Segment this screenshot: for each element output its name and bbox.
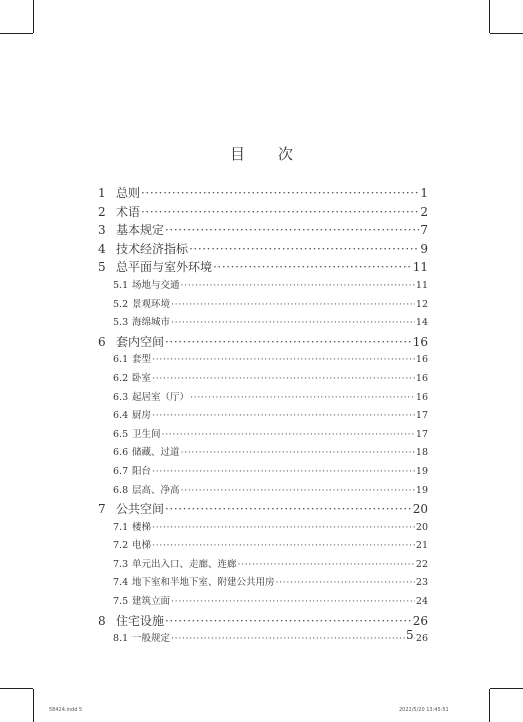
toc-entry-page: 1	[420, 186, 428, 200]
toc-entry-number: 5.2	[113, 298, 129, 310]
toc-entry-label: 阳台	[132, 465, 152, 477]
toc-entry-page: 16	[415, 391, 428, 403]
toc-dot-leader	[165, 221, 419, 240]
toc-entry-number: 1	[98, 186, 106, 200]
toc-entry-number: 8	[98, 613, 106, 628]
toc-entry-page: 20	[415, 521, 428, 533]
toc-chapter-entry	[98, 500, 428, 519]
toc-entry-number: 7	[98, 502, 106, 517]
toc-entry-number: 5.1	[113, 279, 129, 291]
toc-entry-label: 海绵城市	[132, 317, 171, 329]
title-char-1: 目	[229, 145, 245, 163]
toc-dot-leader	[141, 203, 419, 222]
page-title	[0, 143, 523, 164]
toc-entry-label: 总则	[116, 186, 141, 200]
toc-entry-label: 技术经济指标	[116, 241, 189, 256]
toc-entry-page: 22	[415, 558, 428, 570]
crop-mark-bottom-left-vertical	[33, 689, 34, 722]
toc-chapter-entry	[98, 258, 428, 277]
toc-entry-page: 19	[415, 484, 428, 496]
toc-dot-leader	[165, 500, 412, 519]
toc-section-entry	[98, 630, 428, 649]
toc-section-entry	[98, 407, 428, 426]
toc-section-entry	[98, 556, 428, 575]
toc-dot-leader	[162, 426, 415, 445]
toc-dot-leader	[152, 463, 415, 482]
crop-mark-top-right-horizontal	[490, 33, 523, 34]
toc-entry-number: 7.4	[113, 577, 129, 589]
toc-chapter-entry	[98, 612, 428, 631]
toc-entry-number: 6.5	[113, 428, 129, 440]
toc-entry-label: 景观环境	[132, 298, 171, 310]
toc-entry-page: 24	[415, 596, 428, 608]
toc-entry-page: 11	[415, 279, 428, 291]
toc-dot-leader	[189, 240, 419, 259]
toc-dot-leader	[171, 314, 415, 333]
toc-entry-number: 4	[98, 241, 106, 256]
toc-entry-label: 住宅设施	[116, 613, 165, 628]
toc-dot-leader	[152, 407, 415, 426]
toc-entry-number: 5	[98, 260, 106, 275]
crop-mark-bottom-right-vertical	[489, 689, 490, 722]
toc-dot-leader	[152, 519, 415, 538]
toc-entry-label: 套内空间	[116, 334, 165, 349]
toc-dot-leader	[171, 296, 415, 315]
toc-section-entry	[98, 537, 428, 556]
toc-entry-page: 20	[412, 502, 428, 517]
toc-entry-number: 6.7	[113, 465, 129, 477]
toc-chapter-entry	[98, 221, 428, 240]
toc-entry-page: 17	[415, 410, 428, 422]
toc-entry-label: 建筑立面	[132, 596, 171, 608]
toc-dot-leader	[213, 258, 412, 277]
crop-mark-top-right-vertical	[489, 0, 490, 33]
toc-dot-leader	[171, 593, 415, 612]
toc-dot-leader	[181, 482, 415, 501]
toc-chapter-entry	[98, 184, 428, 203]
toc-entry-number: 8.1	[113, 633, 129, 645]
toc-entry-page: 7	[420, 223, 428, 238]
toc-entry-number: 7.5	[113, 596, 129, 608]
toc-entry-page: 26	[412, 613, 428, 628]
slug-timestamp: 2022/5/20 13:45:51	[399, 707, 449, 713]
toc-section-entry	[98, 593, 428, 612]
toc-dot-leader	[165, 333, 412, 352]
toc-chapter-entry	[98, 203, 428, 222]
toc-dot-leader	[171, 630, 415, 649]
toc-entry-page: 16	[415, 354, 428, 366]
toc-entry-number: 3	[98, 223, 106, 238]
toc-section-entry	[98, 574, 428, 593]
toc-entry-number: 6.3	[113, 391, 129, 403]
toc-entry-number: 7.1	[113, 521, 129, 533]
toc-section-entry	[98, 370, 428, 389]
toc-dot-leader	[152, 370, 415, 389]
toc-entry-number: 6.2	[113, 372, 129, 384]
toc-chapter-entry	[98, 333, 428, 352]
page-number: 5	[406, 628, 414, 642]
toc-entry-label: 层高、净高	[132, 484, 180, 496]
toc-entry-page: 21	[415, 540, 428, 552]
toc-entry-page: 11	[412, 260, 428, 275]
toc-entry-page: 16	[415, 372, 428, 384]
toc-entry-number: 7.2	[113, 540, 129, 552]
toc-section-entry	[98, 463, 428, 482]
crop-mark-bottom-right-horizontal	[490, 688, 523, 689]
toc-entry-number: 6.1	[113, 354, 129, 366]
toc-entry-label: 电梯	[132, 540, 152, 552]
crop-mark-top-left-horizontal	[0, 33, 33, 34]
toc-entry-label: 公共空间	[116, 502, 165, 517]
toc-entry-label: 场地与交通	[132, 279, 180, 291]
toc-entry-label: 套型	[132, 354, 152, 366]
toc-entry-label: 储藏、过道	[132, 447, 180, 459]
toc-entry-number: 5.3	[113, 317, 129, 329]
toc-dot-leader	[141, 184, 419, 203]
toc-section-entry	[98, 482, 428, 501]
crop-mark-top-left-vertical	[33, 0, 34, 33]
toc-entry-label: 地下室和半地下室、附建公共用房	[132, 577, 275, 589]
toc-entry-page: 16	[412, 334, 428, 349]
toc-entry-label: 单元出入口、走廊、连廊	[132, 558, 237, 570]
toc-entry-number: 7.3	[113, 558, 129, 570]
toc-entry-label: 卧室	[132, 372, 152, 384]
toc-entry-label: 卫生间	[132, 428, 161, 440]
toc-entry-number: 6.4	[113, 410, 129, 422]
toc-entry-number: 2	[98, 204, 106, 219]
toc-chapter-entry	[98, 240, 428, 259]
toc-entry-page: 9	[420, 241, 428, 256]
toc-entry-page: 14	[415, 317, 428, 329]
toc-entry-page: 26	[415, 633, 428, 645]
toc-entry-page: 23	[415, 577, 428, 589]
toc-section-entry	[98, 296, 428, 315]
toc-section-entry	[98, 389, 428, 408]
toc-dot-leader	[238, 556, 415, 575]
toc-entry-label: 楼梯	[132, 521, 152, 533]
toc-dot-leader	[152, 351, 415, 370]
toc-entry-page: 2	[420, 204, 428, 219]
title-char-2: 次	[278, 145, 294, 163]
crop-mark-bottom-left-horizontal	[0, 688, 33, 689]
toc-dot-leader	[181, 277, 415, 296]
toc-entry-label: 术语	[116, 204, 141, 219]
toc-entry-page: 17	[415, 428, 428, 440]
toc-dot-leader	[152, 537, 415, 556]
toc-section-entry	[98, 314, 428, 333]
slug-filename: 58424.indd 5	[49, 707, 83, 713]
toc-section-entry	[98, 426, 428, 445]
toc-entry-page: 19	[415, 465, 428, 477]
toc-entry-page: 18	[415, 447, 428, 459]
toc-dot-leader	[190, 389, 415, 408]
toc-section-entry	[98, 444, 428, 463]
toc-entry-number: 6	[98, 334, 106, 349]
toc-entry-number: 6.8	[113, 484, 129, 496]
toc-section-entry	[98, 519, 428, 538]
toc-section-entry	[98, 351, 428, 370]
toc-dot-leader	[165, 612, 412, 631]
toc-entry-label: 厨房	[132, 410, 152, 422]
toc-entry-label: 总平面与室外环境	[116, 260, 213, 275]
toc-entry-page: 12	[415, 298, 428, 310]
toc-section-entry	[98, 277, 428, 296]
toc-entry-label: 基本规定	[116, 223, 165, 238]
toc-entry-number: 6.6	[113, 447, 129, 459]
toc-entry-label: 一般规定	[132, 633, 171, 645]
toc-dot-leader	[276, 574, 415, 593]
toc-entry-label: 起居室（厅）	[132, 391, 190, 403]
table-of-contents	[98, 184, 428, 649]
toc-dot-leader	[181, 444, 415, 463]
